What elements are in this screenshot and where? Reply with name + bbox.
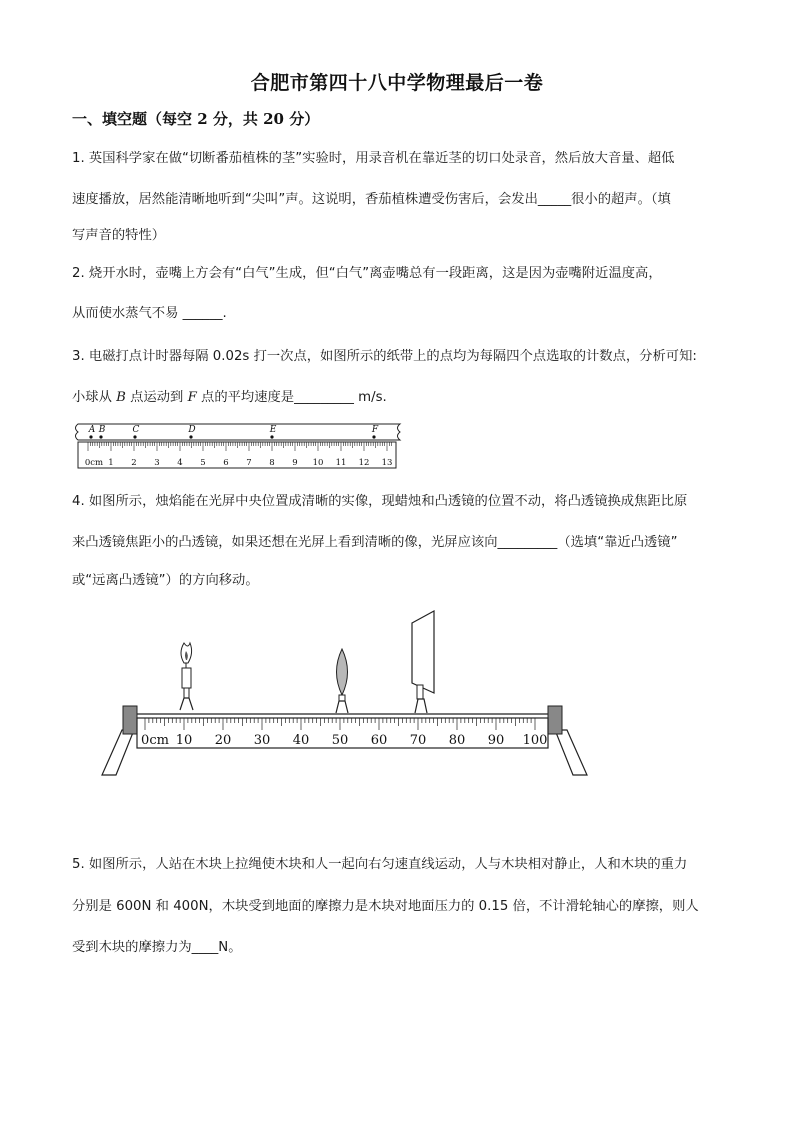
tape-ruler-label: 6 [223,458,229,468]
q2-line-1: 2. 烧开水时，壶嘴上方会有“白气”生成，但“白气”离壶嘴总有一段距离，这是因为壶嘴附近温度高， [72,266,662,281]
light-screen [412,611,434,713]
paper-tape-figure [72,420,406,470]
q5-line-1: 5. 如图所示，人站在木块上拉绳使木块和人一起向右匀速直线运动，人与木块相对静止，人和木块的重力 [72,857,688,872]
tape-point-label: F [371,425,379,435]
q3-line-1: 3. 电磁打点计时器每隔 0.02s 打一次点，如图所示的纸带上的点均为每隔四个点选取的计数点，分析可知: [72,349,697,364]
bench-scale-label: 90 [487,733,505,748]
bench-scale-label: 50 [331,733,349,748]
bench-scale-label: 70 [409,733,427,748]
tape-ruler-label: 10 [312,458,324,468]
optical-bench-figure [100,605,590,780]
tape-point-label: B [98,425,106,435]
tape-dot [99,435,102,438]
bench-scale-label: 0cm [141,733,169,748]
q4-line-3: 或“远离凸透镜”）的方向移动。 [72,573,259,588]
convex-lens [336,649,348,713]
tape-ruler-label: 12 [358,458,370,468]
tape-point-label: A [88,425,96,435]
q4-line-2: 来凸透镜焦距小的凸透镜，如果还想在光屏上看到清晰的像，光屏应该向_________（选填“靠近凸透镜” [72,535,678,550]
q2-line-2: 从而使水蒸气不易 ______. [72,306,227,321]
page-title: 合肥市第四十八中学物理最后一卷 [250,72,544,94]
tape-ruler-label: 3 [154,458,160,468]
tape-ruler-label: 2 [131,458,137,468]
q5-line-2: 分别是 600N 和 400N，木块受到地面的摩擦力是木块对地面压力的 0.15 倍，不计滑轮轴心的摩擦，则人 [72,899,699,914]
bench-scale-label: 40 [292,733,310,748]
candle [180,643,193,710]
bench-scale-label: 30 [253,733,271,748]
q5-line-3: 受到木块的摩擦力为____N。 [72,940,242,955]
q1-line-1: 1. 英国科学家在做“切断番茄植株的茎”实验时，用录音机在靠近茎的切口处录音，然后放大音量、超低 [72,151,675,166]
bench-scale-label: 100 [522,733,548,748]
section-heading: 一、填空题（每空 2 分，共 20 分） [72,110,320,128]
tape-dot [89,435,92,438]
tape-ruler-label: 5 [200,458,206,468]
tape-ruler-label: 7 [246,458,252,468]
tape-dot [133,435,136,438]
tape-ruler-label: 0cm [84,458,104,468]
q3-text-e: 点的平均速度是_________ m/s. [196,390,387,405]
bench-scale-label: 60 [370,733,388,748]
tape-ruler-label: 11 [335,458,347,468]
q3-point-b: B [116,390,126,405]
q1-line-3: 写声音的特性） [72,228,166,243]
q3-line-2 [72,386,732,405]
tape-ruler-label: 13 [381,458,393,468]
tape-point-label: C [132,425,140,435]
tape-ruler-label: 8 [269,458,275,468]
q3-text-c: 点运动到 [125,390,188,405]
bench-scale-label: 80 [448,733,466,748]
tape-point-label: D [188,425,196,435]
tape-ruler-label: 1 [108,458,114,468]
q3-point-f: F [187,390,197,405]
tape-ruler-label: 9 [292,458,298,468]
bench-scale-label: 20 [214,733,232,748]
bench-scale-label: 10 [175,733,193,748]
q3-text-a: 小球从 [72,390,117,405]
tape-point-label: E [269,425,277,435]
tape-dot [270,435,273,438]
tape-ruler-label: 4 [177,458,183,468]
q4-line-1: 4. 如图所示，烛焰能在光屏中央位置成清晰的实像，现蜡烛和凸透镜的位置不动，将凸透镜换成焦距比原 [72,494,688,509]
q1-line-2: 速度播放，居然能清晰地听到“尖叫”声。这说明，香茄植株遭受伤害后，会发出_____很小的超声。（填 [72,192,671,207]
tape-dot [372,435,375,438]
tape-dot [189,435,192,438]
